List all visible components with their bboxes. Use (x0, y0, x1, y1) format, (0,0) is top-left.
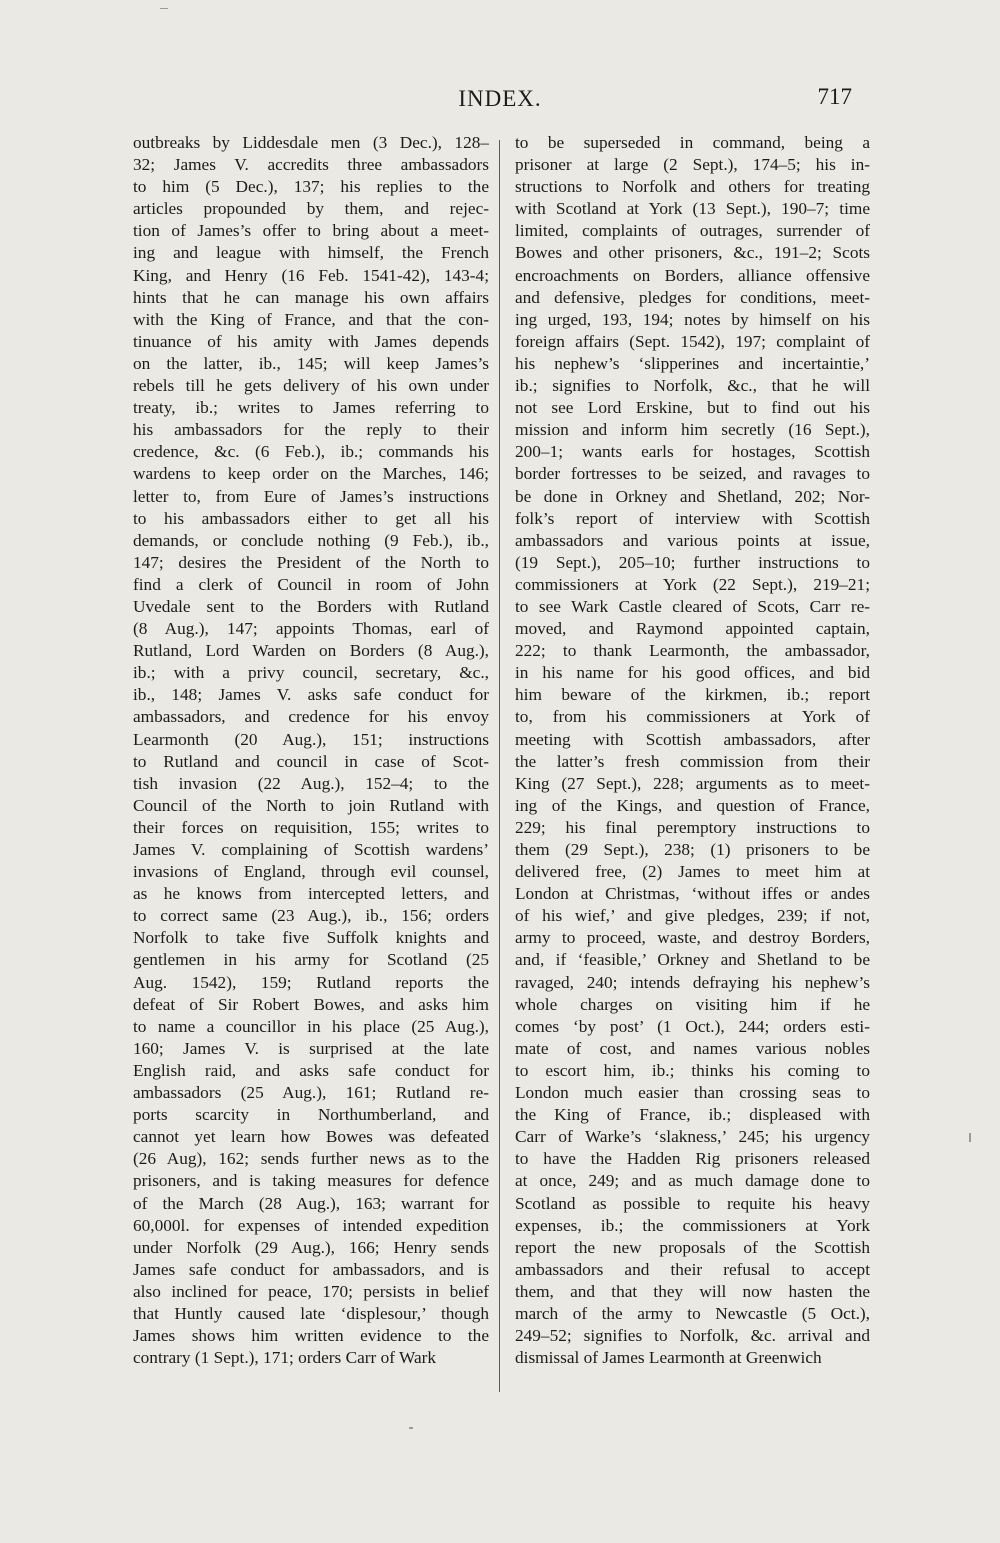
text-line: wardens to keep order on the Marches, 146; (133, 464, 489, 484)
text-line: structions to Norfolk and others for treating (515, 177, 870, 197)
text-line: to, from his commissioners at York of (515, 707, 870, 727)
page-number: 717 (817, 84, 852, 109)
text-line: their forces on requisition, 155; writes to (133, 817, 489, 837)
text-line: march of the army to Newcastle (5 Oct.), (515, 1303, 870, 1323)
text-line: him beware of the kirkmen, ib.; report (515, 685, 870, 705)
text-line: London much easier than crossing seas to (515, 1083, 870, 1103)
text-line: and defensive, pledges for conditions, meet- (515, 287, 870, 307)
text-line: that Huntly caused late ‘displesour,’ though (133, 1303, 489, 1323)
text-line: his ambassadors for the reply to their (133, 420, 489, 440)
text-line: Scotland as possible to requite his heavy (515, 1193, 870, 1213)
column-divider (499, 140, 500, 1392)
running-title: INDEX. (458, 86, 542, 111)
text-line: (8 Aug.), 147; appoints Thomas, earl of (133, 619, 489, 639)
text-line: find a clerk of Council in room of John (133, 574, 489, 594)
text-line: ib.; signifies to Norfolk, &c., that he will (515, 376, 870, 396)
text-line: of his wief,’ and give pledges, 239; if not, (515, 906, 870, 926)
text-line: to his ambassadors either to get all his (133, 508, 489, 528)
text-line: Bowes and other prisoners, &c., 191–2; Scots (515, 243, 870, 263)
text-line: ambassadors and various points at issue, (515, 530, 870, 550)
paper-speck (969, 1133, 971, 1142)
text-line: hints that he can manage his own affairs (133, 287, 489, 307)
text-line: not see Lord Erskine, but to find out his (515, 398, 870, 418)
text-line: comes ‘by post’ (1 Oct.), 244; orders esti- (515, 1016, 870, 1036)
text-line: prisoner at large (2 Sept.), 174–5; his in- (515, 155, 870, 175)
text-line: (26 Aug), 162; sends further news as to the (133, 1149, 489, 1169)
text-line: Learmonth (20 Aug.), 151; instructions (133, 729, 489, 749)
text-line: gentlemen in his army for Scotland (25 (133, 950, 489, 970)
text-line: with Scotland at York (13 Sept.), 190–7; time (515, 199, 870, 219)
text-line: his nephew’s ‘slipperines and incertaintie,’ (515, 353, 870, 373)
text-line: Rutland, Lord Warden on Borders (8 Aug.), (133, 641, 489, 661)
text-line: be done in Orkney and Shetland, 202; Nor- (515, 486, 870, 506)
text-line: foreign affairs (Sept. 1542), 197; complaint of (515, 331, 870, 351)
text-line: the King of France, ib.; displeased with (515, 1105, 870, 1125)
text-line: Aug. 1542), 159; Rutland reports the (133, 972, 489, 992)
text-line: defeat of Sir Robert Bowes, and asks him (133, 994, 489, 1014)
text-line: encroachments on Borders, alliance offensive (515, 265, 870, 285)
text-line: Norfolk to take five Suffolk knights and (133, 928, 489, 948)
text-line: the latter’s fresh commission from their (515, 751, 870, 771)
text-line: London at Christmas, ‘without iffes or andes (515, 884, 870, 904)
text-line: ambassadors (25 Aug.), 161; Rutland re- (133, 1083, 489, 1103)
text-line: ambassadors, and credence for his envoy (133, 707, 489, 727)
text-line: tinuance of his amity with James depends (133, 331, 489, 351)
text-line: cannot yet learn how Bowes was defeated (133, 1127, 489, 1147)
text-line: to escort him, ib.; thinks his coming to (515, 1060, 870, 1080)
text-line: ing of the Kings, and question of France, (515, 795, 870, 815)
text-line: James safe conduct for ambassadors, and is (133, 1259, 489, 1279)
text-line: meeting with Scottish ambassadors, after (515, 729, 870, 749)
text-line: also inclined for peace, 170; persists in belief (133, 1281, 489, 1301)
text-line: (19 Sept.), 205–10; further instructions to (515, 552, 870, 572)
text-line: letter to, from Eure of James’s instructions (133, 486, 489, 506)
text-line: commissioners at York (22 Sept.), 219–21; (515, 574, 870, 594)
text-line: credence, &c. (6 Feb.), ib.; commands his (133, 442, 489, 462)
text-line: as he knows from intercepted letters, and (133, 884, 489, 904)
text-line: of the March (28 Aug.), 163; warrant for (133, 1193, 489, 1213)
text-line: expenses, ib.; the commissioners at York (515, 1215, 870, 1235)
text-line: demands, or conclude nothing (9 Feb.), ib., (133, 530, 489, 550)
text-line: to Rutland and council in case of Scot- (133, 751, 489, 771)
page-header (0, 82, 1000, 118)
right-text-column (515, 132, 870, 1369)
text-line: army to proceed, waste, and destroy Borders, (515, 928, 870, 948)
text-line: ravaged, 240; intends defraying his nephew’s (515, 972, 870, 992)
text-line: treaty, ib.; writes to James referring to (133, 398, 489, 418)
text-line: 60,000l. for expenses of intended expedition (133, 1215, 489, 1235)
text-line: prisoners, and is taking measures for defence (133, 1171, 489, 1191)
text-line: to correct same (23 Aug.), ib., 156; orders (133, 906, 489, 926)
left-text-column (133, 132, 489, 1369)
text-line: tish invasion (22 Aug.), 152–4; to the (133, 773, 489, 793)
text-line: mate of cost, and names various nobles (515, 1038, 870, 1058)
text-line: ambassadors and their refusal to accept (515, 1259, 870, 1279)
text-line: 222; to thank Learmonth, the ambassador, (515, 641, 870, 661)
text-line: to him (5 Dec.), 137; his replies to the (133, 177, 489, 197)
text-line: border fortresses to be seized, and ravages to (515, 464, 870, 484)
text-line: Council of the North to join Rutland with (133, 795, 489, 815)
text-line: ib.; with a privy council, secretary, &c., (133, 663, 489, 683)
paper-speck (409, 1427, 413, 1429)
text-line: moved, and Raymond appointed captain, (515, 619, 870, 639)
text-line: 229; his final peremptory instructions to (515, 817, 870, 837)
text-line: them, and that they will now hasten the (515, 1281, 870, 1301)
text-line: to be superseded in command, being a (515, 133, 870, 152)
text-line: to have the Hadden Rig prisoners released (515, 1149, 870, 1169)
text-line: James shows him written evidence to the (133, 1326, 489, 1346)
text-line: to name a councillor in his place (25 Aug.), (133, 1016, 489, 1036)
text-line: folk’s report of interview with Scottish (515, 508, 870, 528)
text-line: 249–52; signifies to Norfolk, &c. arrival and (515, 1326, 870, 1346)
text-line: 32; James V. accredits three ambassadors (133, 155, 489, 175)
text-line: invasions of England, through evil counsel, (133, 862, 489, 882)
text-line: 160; James V. is surprised at the late (133, 1038, 489, 1058)
text-line: report the new proposals of the Scottish (515, 1237, 870, 1257)
text-line: 200–1; wants earls for hostages, Scottish (515, 442, 870, 462)
text-line: under Norfolk (29 Aug.), 166; Henry sends (133, 1237, 489, 1257)
text-line: on the latter, ib., 145; will keep James’s (133, 353, 489, 373)
text-line: Carr of Warke’s ‘slakness,’ 245; his urgency (515, 1127, 870, 1147)
text-line: articles propounded by them, and rejec- (133, 199, 489, 219)
text-line: with the King of France, and that the con- (133, 309, 489, 329)
text-line: Uvedale sent to the Borders with Rutland (133, 596, 489, 616)
text-line: King, and Henry (16 Feb. 1541-42), 143-4; (133, 265, 489, 285)
text-line: English raid, and asks safe conduct for (133, 1060, 489, 1080)
text-line: ports scarcity in Northumberland, and (133, 1105, 489, 1125)
text-line: ib., 148; James V. asks safe conduct for (133, 685, 489, 705)
text-line: 147; desires the President of the North to (133, 552, 489, 572)
text-line: limited, complaints of outrages, surrender of (515, 221, 870, 241)
paper-speck (160, 8, 168, 9)
text-line: at once, 249; and as much damage done to (515, 1171, 870, 1191)
text-line: mission and inform him secretly (16 Sept.), (515, 420, 870, 440)
text-line: James V. complaining of Scottish wardens’ (133, 840, 489, 859)
text-line: and, if ‘feasible,’ Orkney and Shetland to be (515, 950, 870, 970)
text-line: contrary (1 Sept.), 171; orders Carr of Wark (133, 1348, 437, 1368)
text-line: tion of James’s offer to bring about a meet- (133, 221, 489, 241)
text-line: to see Wark Castle cleared of Scots, Carr re- (515, 596, 870, 616)
text-line: them (29 Sept.), 238; (1) prisoners to be (515, 840, 870, 859)
text-line: dismissal of James Learmonth at Greenwich (515, 1348, 822, 1368)
text-line: delivered free, (2) James to meet him at (515, 862, 870, 882)
text-line: in his name for his good offices, and bid (515, 663, 870, 683)
text-line: rebels till he gets delivery of his own under (133, 376, 489, 396)
text-line: ing and league with himself, the French (133, 243, 489, 263)
text-line: outbreaks by Liddesdale men (3 Dec.), 128– (133, 133, 489, 152)
text-line: ing urged, 193, 194; notes by himself on his (515, 309, 870, 329)
text-line: whole charges on visiting him if he (515, 994, 870, 1014)
text-line: King (27 Sept.), 228; arguments as to meet- (515, 773, 870, 793)
